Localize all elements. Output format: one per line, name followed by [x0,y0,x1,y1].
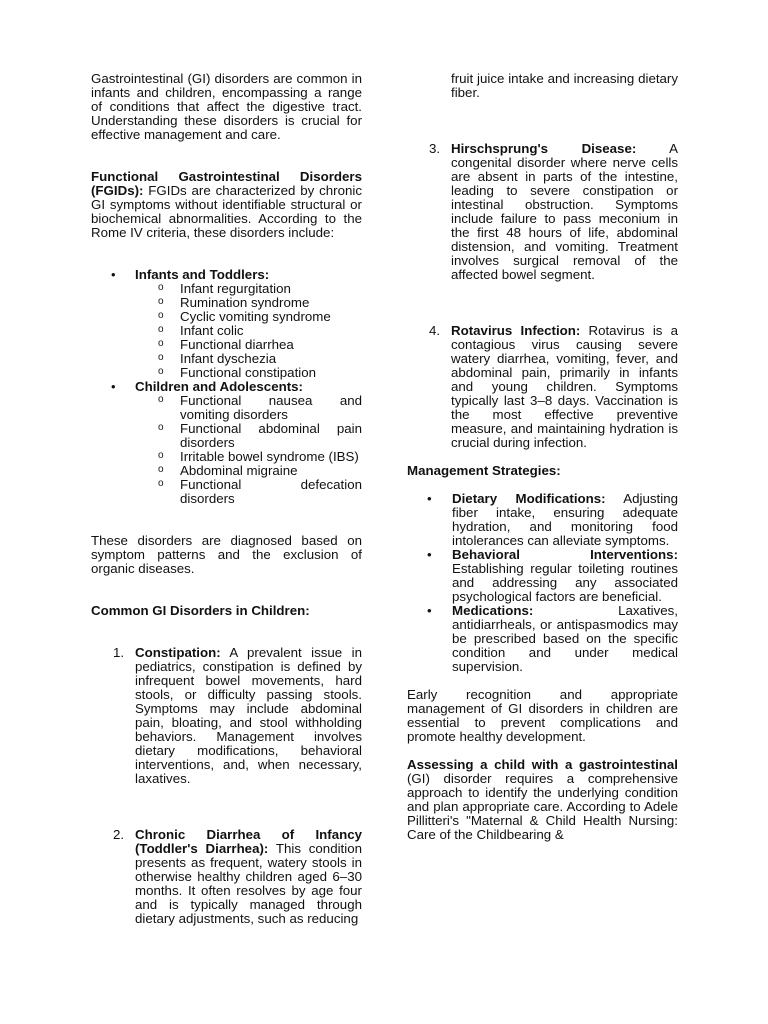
strategy-text: Laxatives, antidiarrheals, or antispasmodics may be prescribed based on the specific condition and under medical supervision. [452,603,678,674]
item-number: 2. [113,827,125,842]
fgid-groups [91,268,362,506]
item-title: Hirschsprung's Disease: [451,141,637,156]
assessing-title: Assessing a child with a gastrointestinal [407,757,678,772]
list-item: o Infant colic [135,324,362,338]
item-number: 4. [429,323,441,338]
group-title: Children and Adolescents: [135,379,303,394]
group-children [91,380,362,506]
list-item: o Functional constipation [135,366,362,380]
list-item: o Irritable bowel syndrome (IBS) [135,450,362,464]
assessing-paragraph [407,758,678,842]
common-heading [91,604,362,618]
fgid-heading: Functional Gastrointestinal Disorders (FGIDs): [91,169,362,198]
list-item: o Abdominal migraine [135,464,362,478]
strategy-item [407,492,678,548]
left-column [91,72,362,926]
early-recognition-paragraph: Early recognition and appropriate management of GI disorders in children are essential to prevent complications and promote healthy development. [407,687,678,744]
right-column [407,72,678,842]
sub-list [135,282,362,380]
list-item: o Functional diarrhea [135,338,362,352]
strategy-title: Dietary Modifications: [452,491,606,506]
item-title: Rotavirus Infection: [451,323,581,338]
strategy-title: Behavioral Interventions: [452,547,678,562]
list-item: o Functional nausea and vomiting disorders [135,394,362,422]
numbered-item-3 [407,142,678,282]
strategy-item [407,548,678,604]
item-number: 3. [429,141,441,156]
list-item: o Rumination syndrome [135,296,362,310]
item-text: Rotavirus is a contagious virus causing severe watery diarrhea, vomiting, fever, and abdominal pain, primarily in infants and young children. Symptoms typically last 3–8 days. Vaccination is the most effective preventive measure, and maintaining hydration is crucial during infection. [451,323,678,450]
list-item: o Infant regurgitation [135,282,362,296]
list-item: o Cyclic vomiting syndrome [135,310,362,324]
list-item: o Infant dyschezia [135,352,362,366]
numbered-item-4 [407,324,678,450]
list-item: o Functional defecation disorders [135,478,362,506]
item-text: A prevalent issue in pediatrics, constipation is defined by infrequent bowel movements, hard stools, or difficulty passing stools. Symptoms may include abdominal pain, bloating, and stool withholding behaviors. Management involves dietary modifications, behavioral interventions, and, when necessary, laxatives. [135,645,362,786]
strategy-title: Medications: [452,603,534,618]
common-heading-text: Common GI Disorders in Children: [91,603,310,618]
group-title: Infants and Toddlers: [135,267,270,282]
management-heading [407,464,678,478]
numbered-item-2 [91,828,362,926]
strategy-text: Adjusting fiber intake, ensuring adequate hydration, and monitoring food intolerances can alleviate symptoms. [452,491,678,548]
item-2-continued: fruit juice intake and increasing dietary fiber. [451,71,678,100]
list-item: o Functional abdominal pain disorders [135,422,362,450]
numbered-item-1 [91,646,362,786]
item-text: This condition presents as frequent, watery stools in otherwise healthy children aged 6–30 months. It often resolves by age four and is typically managed through dietary adjustments, such as reducing [135,841,362,926]
item-text: A congenital disorder where nerve cells are absent in parts of the intestine, leading to severe constipation or intestinal obstruction. Symptoms include failure to pass meconium in the first 48 hours of life, abdominal distension, and vomiting. Treatment involves surgical removal of the affected bowel segment. [451,141,678,282]
diagnosis-paragraph: These disorders are diagnosed based on symptom patterns and the exclusion of organic diseases. [91,533,362,576]
item-number: 1. [113,645,125,660]
assessing-text: (GI) disorder requires a comprehensive approach to identify the underlying condition and plan appropriate care. According to Adele Pillitteri's "Maternal & Child Health Nursing: Care of the Childbearing & [407,771,678,842]
fgid-text: FGIDs are characterized by chronic GI symptoms without identifiable structural or biochemical abnormalities. According to the Rome IV criteria, these disorders include: [91,183,362,240]
item-title: Chronic Diarrhea of Infancy (Toddler's Diarrhea): [135,827,362,856]
sub-list [135,394,362,506]
intro-paragraph: Gastrointestinal (GI) disorders are common in infants and children, encompassing a range of conditions that affect the digestive tract. Understanding these disorders is crucial for effective management and care. [91,71,362,142]
group-infants [91,268,362,380]
strategy-item [407,604,678,674]
strategy-text: Establishing regular toileting routines and addressing any associated psychological factors are beneficial. [452,561,678,604]
fgid-paragraph [91,170,362,240]
management-heading-text: Management Strategies: [407,463,561,478]
item-title: Constipation: [135,645,221,660]
